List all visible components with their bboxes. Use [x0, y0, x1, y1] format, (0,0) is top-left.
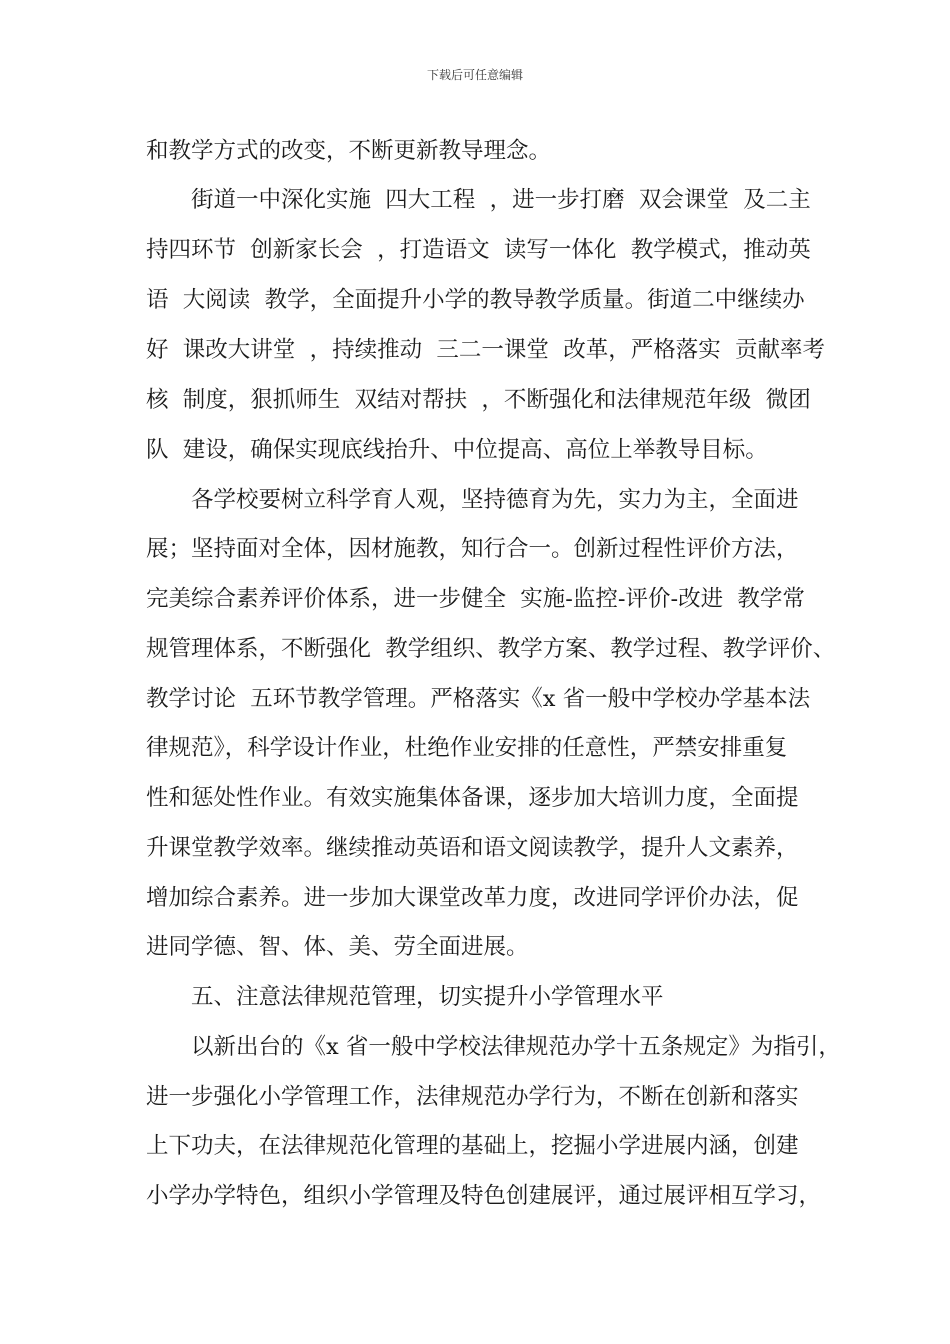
section-heading: 五、注意法律规范管理，切实提升小学管理水平 [191, 984, 664, 1010]
body-line: 小学办学特色，组织小学管理及特色创建展评，通过展评相互学习， [146, 1183, 822, 1209]
body-line: 以新出台的《x 省一般中学校法律规范办学十五条规定》为指引， [191, 1034, 841, 1060]
body-line: 展；坚持面对全体，因材施教，知行合一。创新过程性评价方法， [146, 536, 799, 562]
body-line: 性和惩处性作业。有效实施集体备课，逐步加大培训力度，全面提 [146, 785, 799, 811]
body-line: 升课堂教学效率。继续推动英语和语文阅读教学，提升人文素养， [146, 835, 799, 861]
body-line: 增加综合素养。进一步加大课堂改革力度，改进同学评价办法，促 [146, 885, 799, 911]
body-line: 和教学方式的改变，不断更新教导理念。 [146, 138, 552, 164]
body-line: 上下功夫，在法律规范化管理的基础上，挖掘小学进展内涵，创建 [146, 1133, 799, 1159]
body-line: 进一步强化小学管理工作，法律规范办学行为，不断在创新和落实 [146, 1084, 799, 1110]
body-line: 律规范》，科学设计作业，杜绝作业安排的任意性，严禁安排重复 [146, 735, 788, 761]
body-line: 好 课改大讲堂 ，持续推动 三二一课堂 改革，严格落实 贡献率考 [146, 337, 826, 363]
body-line: 核 制度，狠抓师生 双结对帮扶 ，不断强化和法律规范年级 微团 [146, 387, 811, 413]
body-line: 街道一中深化实施 四大工程 ，进一步打磨 双会课堂 及二主 [191, 187, 811, 213]
body-line: 持四环节 创新家长会 ，打造语文 读写一体化 教学模式，推动英 [146, 237, 811, 263]
body-line: 教学讨论 五环节教学管理。严格落实《x 省一般中学校办学基本法 [146, 686, 811, 712]
body-line: 进同学德、智、体、美、劳全面进展。 [146, 934, 529, 960]
page-header: 下载后可任意编辑 [426, 68, 523, 82]
body-line: 队 建设，确保实现底线抬升、中位提高、高位上举教导目标。 [146, 437, 768, 463]
body-line: 语 大阅读 教学，全面提升小学的教导教学质量。街道二中继续办 [146, 287, 805, 313]
body-line: 规管理体系，不断强化 教学组织、教学方案、教学过程、教学评价、 [146, 636, 836, 662]
body-line: 完美综合素养评价体系，进一步健全 实施-监控-评价-改进 教学常 [146, 586, 805, 612]
body-line: 各学校要树立科学育人观，坚持德育为先，实力为主，全面进 [191, 487, 799, 513]
